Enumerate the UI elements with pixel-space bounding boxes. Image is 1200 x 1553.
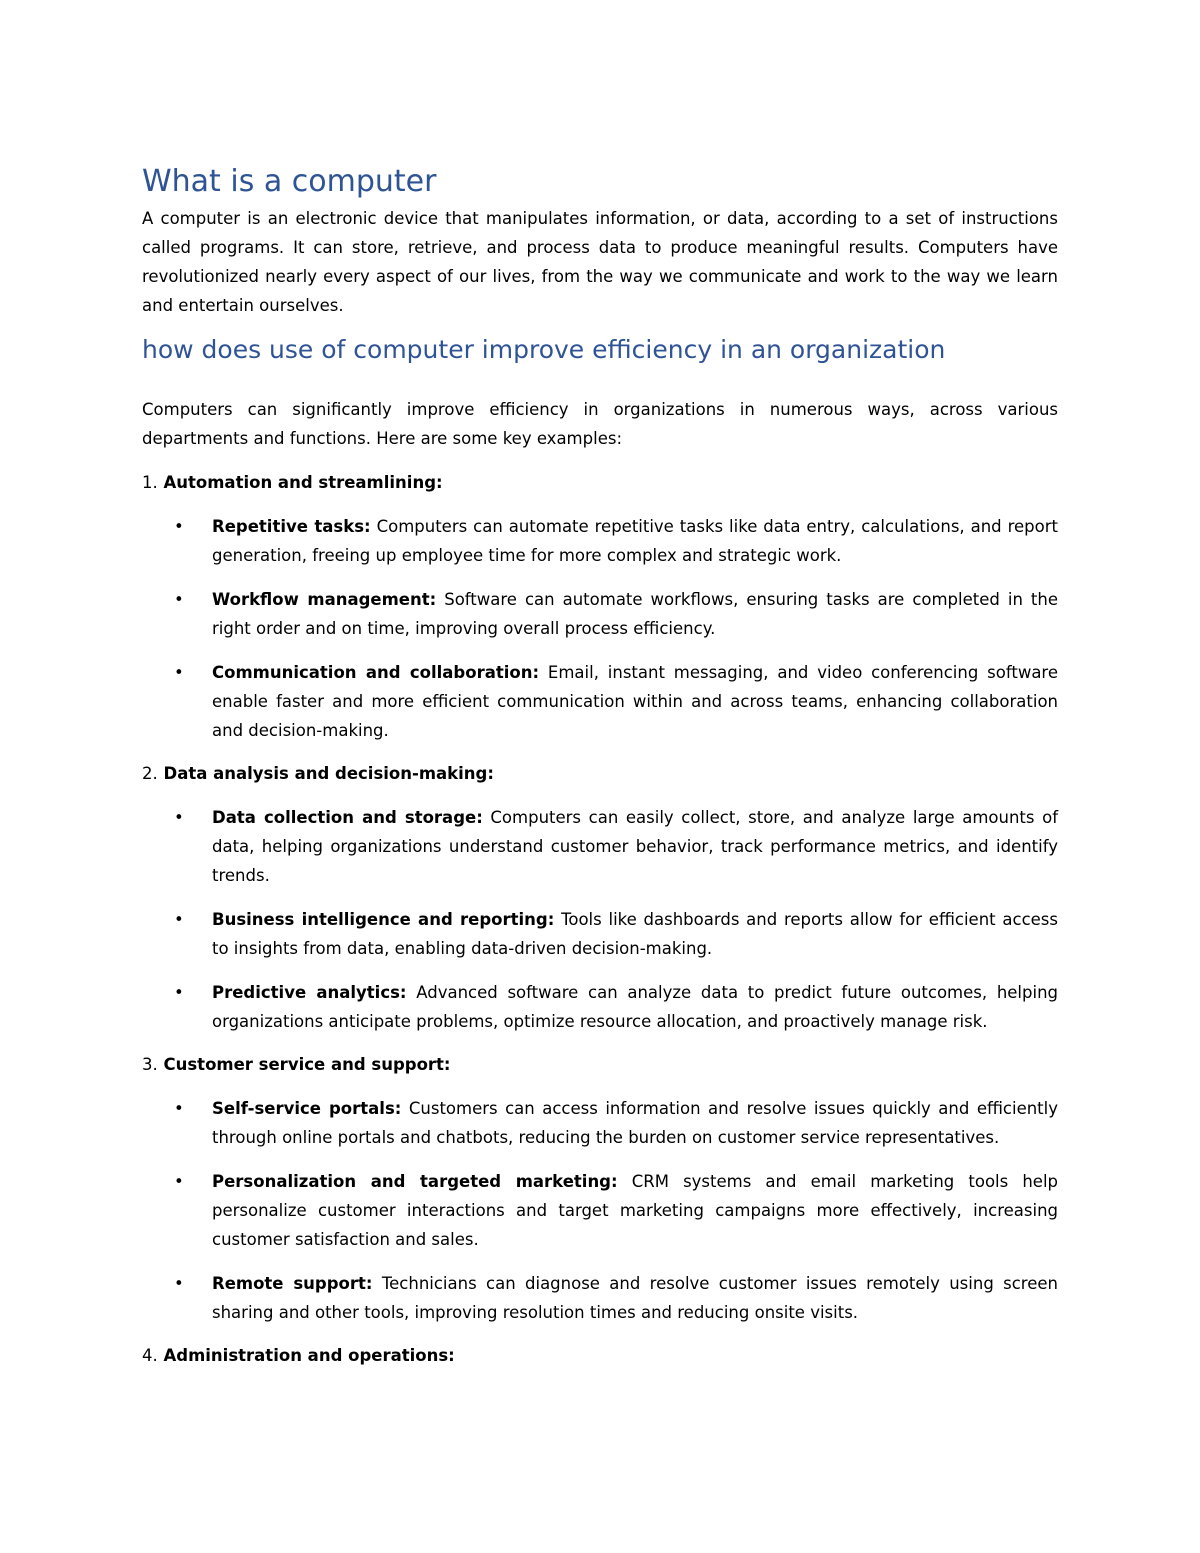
section-number: 2.	[142, 764, 158, 783]
section-number: 1.	[142, 473, 158, 492]
section-data-analysis	[142, 759, 1058, 1036]
item-term: Business intelligence and reporting:	[212, 910, 555, 929]
item-text: Email, instant messaging, and video conferencing software enable faster and more efficient communication within and across teams, enhancing collaboration and decision-making.	[212, 663, 1059, 740]
intro-paragraph: A computer is an electronic device that manipulates information, or data, according to a set of instructions called programs. It can store, retrieve, and process data to produce meaningful results. Computers have revolutionized nearly every aspect of our lives, from the way we communicate and work to the way we learn and entertain ourselves.	[142, 209, 1058, 315]
document-body	[142, 160, 1058, 1370]
item-term: Predictive analytics:	[212, 983, 407, 1002]
item-term: Workflow management:	[212, 590, 437, 609]
section-title	[142, 468, 1058, 497]
bullet-list	[142, 803, 1058, 1036]
lead-paragraph: Computers can significantly improve efficiency in organizations in numerous ways, across various departments and functions. Here are some key examples:	[142, 400, 1058, 448]
section-customer-service	[142, 1050, 1058, 1327]
section-title-text: Automation and streamlining:	[163, 473, 443, 492]
section-number: 4.	[142, 1346, 158, 1365]
item-term: Data collection and storage:	[212, 808, 483, 827]
item-term: Remote support:	[212, 1274, 373, 1293]
item-term: Repetitive tasks:	[212, 517, 371, 536]
list-item	[142, 905, 1058, 963]
bullet-icon: •	[174, 808, 184, 827]
item-text: Customers can access information and resolve issues quickly and efficiently through online portals and chatbots, reducing the burden on customer service representatives.	[212, 1099, 1058, 1147]
bullet-icon: •	[174, 590, 184, 609]
list-item	[142, 512, 1058, 570]
list-item	[142, 585, 1058, 643]
section-title-text: Data analysis and decision-making:	[163, 764, 494, 783]
bullet-icon: •	[174, 517, 184, 536]
bullet-icon: •	[174, 910, 184, 929]
section-title-text: Administration and operations:	[163, 1346, 455, 1365]
bullet-list	[142, 1094, 1058, 1327]
section-title	[142, 1050, 1058, 1079]
list-item	[142, 1094, 1058, 1152]
list-item	[142, 803, 1058, 890]
item-text: Computers can easily collect, store, and analyze large amounts of data, helping organizations understand customer behavior, track performance metrics, and identify trends.	[212, 808, 1058, 885]
bullet-icon: •	[174, 1274, 184, 1293]
list-item	[142, 658, 1058, 745]
list-item	[142, 1167, 1058, 1254]
item-text: CRM systems and email marketing tools help personalize customer interactions and target marketing campaigns more effectively, increasing customer satisfaction and sales.	[212, 1172, 1059, 1249]
item-text: Tools like dashboards and reports allow for efficient access to insights from data, enabling data-driven decision-making.	[212, 910, 1058, 958]
list-item	[142, 1269, 1058, 1327]
heading-efficiency: how does use of computer improve efficiency in an organization	[142, 335, 946, 364]
item-term: Self-service portals:	[212, 1099, 402, 1118]
bullet-list	[142, 512, 1058, 745]
bullet-icon: •	[174, 663, 184, 682]
section-title	[142, 1341, 1058, 1370]
bullet-icon: •	[174, 1099, 184, 1118]
item-term: Personalization and targeted marketing:	[212, 1172, 618, 1191]
bullet-icon: •	[174, 983, 184, 1002]
section-title	[142, 759, 1058, 788]
list-item	[142, 978, 1058, 1036]
section-administration	[142, 1341, 1058, 1370]
heading-what-is-a-computer: What is a computer	[142, 164, 437, 199]
item-text: Advanced software can analyze data to predict future outcomes, helping organizations anticipate problems, optimize resource allocation, and proactively manage risk.	[212, 983, 1059, 1031]
section-automation	[142, 468, 1058, 745]
bullet-icon: •	[174, 1172, 184, 1191]
item-text: Computers can automate repetitive tasks like data entry, calculations, and report generation, freeing up employee time for more complex and strategic work.	[212, 517, 1058, 565]
item-text: Software can automate workflows, ensuring tasks are completed in the right order and on time, improving overall process efficiency.	[212, 590, 1058, 638]
section-title-text: Customer service and support:	[163, 1055, 451, 1074]
item-text: Technicians can diagnose and resolve customer issues remotely using screen sharing and other tools, improving resolution times and reducing onsite visits.	[212, 1274, 1058, 1322]
item-term: Communication and collaboration:	[212, 663, 540, 682]
section-number: 3.	[142, 1055, 158, 1074]
